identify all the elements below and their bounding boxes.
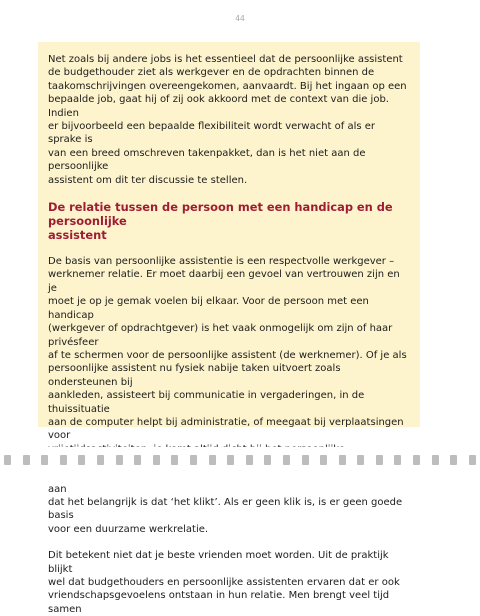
paragraph-vrienden: Dit betekent niet dat je beste vrienden moet worden. Uit de praktijk blijkt wel dat budgethouders en persoonlijke assistenten ervaren dat er ook vriendschapsgevoelens ontstaan in hun relatie. Men brengt veel tijd samen	[48, 550, 400, 615]
thumbnail-cell[interactable]	[227, 455, 234, 465]
thumbnail-cell[interactable]	[413, 455, 420, 465]
thumbnail-cell[interactable]	[134, 455, 141, 465]
thumbnail-cell[interactable]	[60, 455, 67, 465]
thumbnail-cell[interactable]	[320, 455, 327, 465]
page-number: 44	[235, 14, 245, 23]
thumbnail-cell[interactable]	[116, 455, 123, 465]
thumbnail-cell[interactable]	[97, 455, 104, 465]
thumbnail-cell[interactable]	[41, 455, 48, 465]
thumbnail-cell[interactable]	[78, 455, 85, 465]
thumbnail-cell[interactable]	[469, 455, 476, 465]
paragraph-basis: De basis van persoonlijke assistentie is een respectvolle werkgever – werknemer relatie. Er moet daarbij een gevoel van vertrouwen zijn en je moet je op je gemak voelen bij elkaar. Voor de persoon met een handicap (werkgever of opdrachtgever) is het vaak onmogelijk om zijn of haar privésfeer af te schermen voor de persoonlijke assistent (de werknemer). Of je als persoonlijke assistent nu fysiek nabije taken uitvoert zoals ondersteunen bij aankleden, assisteert bij communicatie in vergaderingen, in de thuissituatie aan de computer helpt bij administratie, of meegaat bij verplaatsingen voor	[48, 256, 407, 442]
thumbnail-cell[interactable]	[171, 455, 178, 465]
thumbnail-cell[interactable]	[283, 455, 290, 465]
thumbnail-cell[interactable]	[376, 455, 383, 465]
thumbnail-cell[interactable]	[450, 455, 457, 465]
content-box	[38, 42, 420, 615]
thumbnail-cell[interactable]	[302, 455, 309, 465]
thumbnail-cell[interactable]	[264, 455, 271, 465]
thumbnail-cell[interactable]	[209, 455, 216, 465]
section-heading: De relatie tussen de persoon met een handicap en de persoonlijke assistent	[48, 200, 393, 243]
page-thumbnail-strip	[0, 447, 480, 480]
thumbnail-cells	[0, 455, 480, 469]
paragraph-klik: aan dat het belangrijk is dat ‘het klikt’. Als er geen klik is, is er geen goede basis voor een duurzame werkrelatie.	[48, 483, 403, 535]
thumbnail-cell[interactable]	[357, 455, 364, 465]
paragraph-intro: Net zoals bij andere jobs is het essentieel dat de persoonlijke assistent de budgethouder ziet als werkgever en de opdrachten binnen de taakomschrijvingen overeengekomen, aanvaardt. Bij het ingaan op een bepaalde job, gaat hij of zij ook akkoord met de context van die job. Indien er bijvoorbeeld een bepaalde flexibiliteit wordt verwacht of als er sprake is van een breed omschreven takenpakket, dan is het niet aan de persoonlijke assistent om dit ter discussie te stellen.	[48, 54, 407, 186]
thumbnail-cell[interactable]	[190, 455, 197, 465]
thumbnail-cell[interactable]	[339, 455, 346, 465]
thumbnail-cell[interactable]	[246, 455, 253, 465]
thumbnail-cell[interactable]	[4, 455, 11, 465]
thumbnail-cell[interactable]	[23, 455, 30, 465]
thumbnail-cell[interactable]	[394, 455, 401, 465]
thumbnail-cell[interactable]	[153, 455, 160, 465]
thumbnail-cell[interactable]	[432, 455, 439, 465]
